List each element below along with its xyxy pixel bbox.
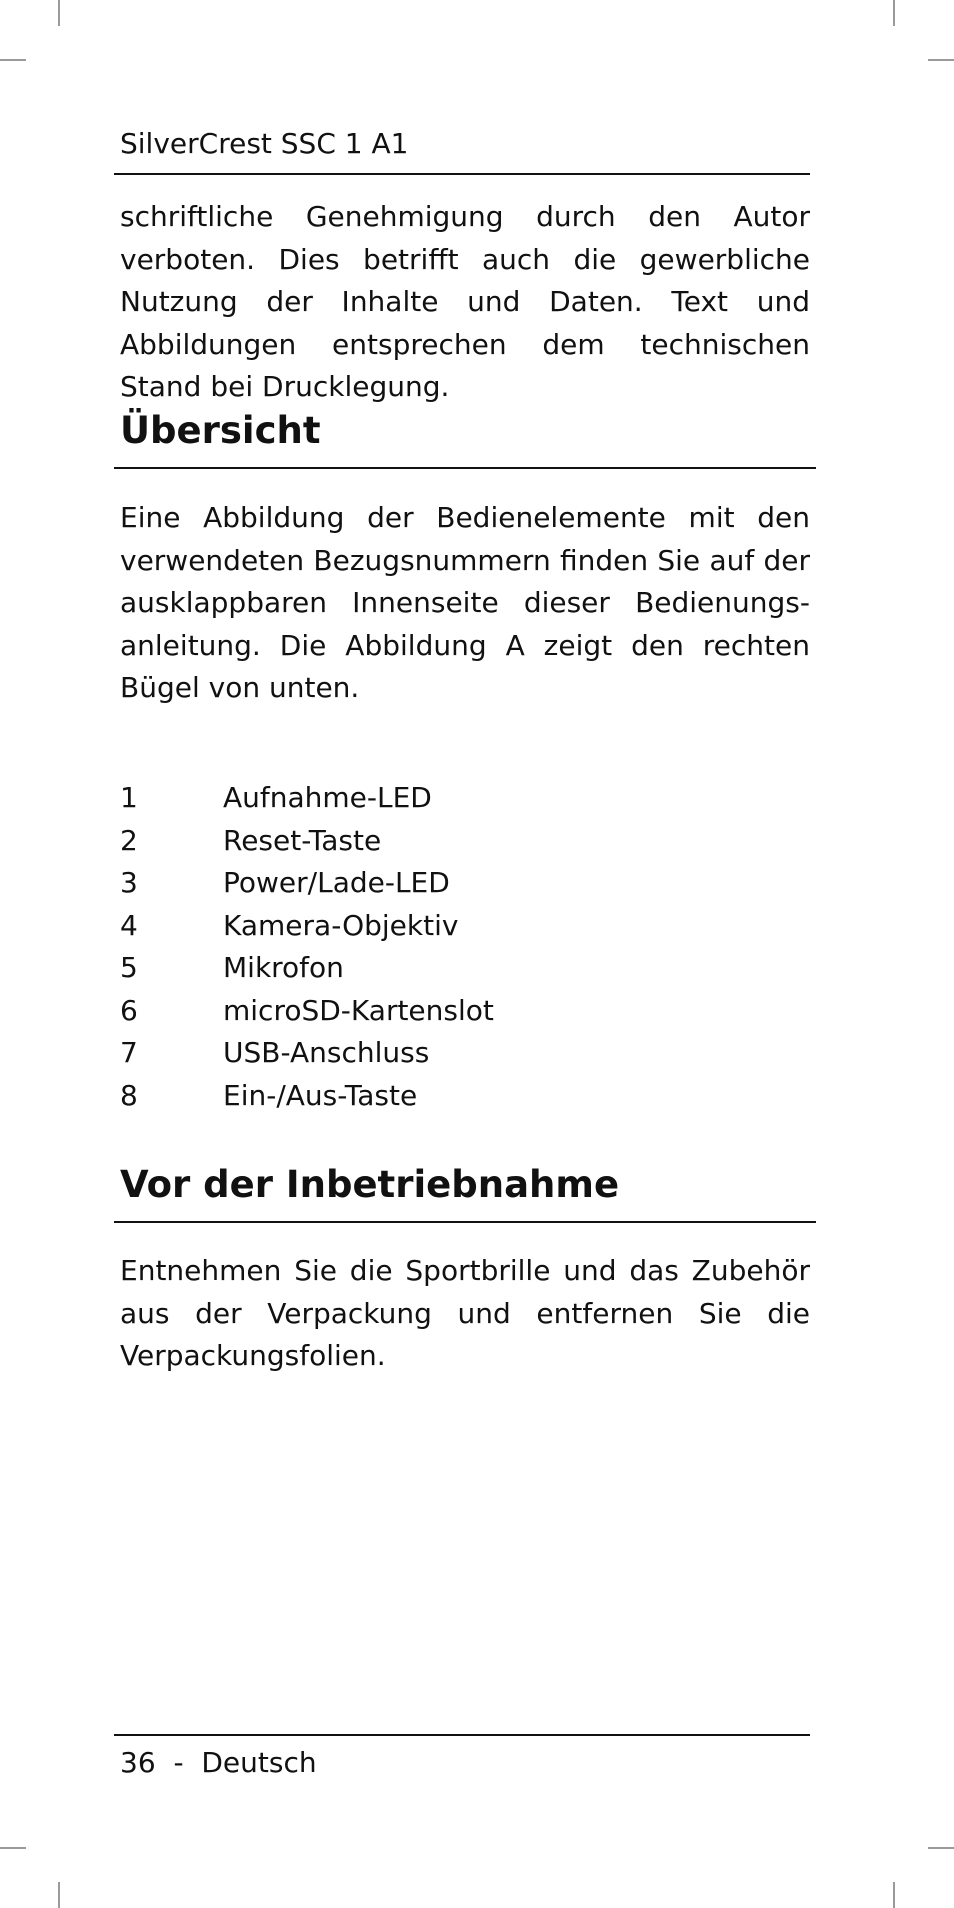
item-number: 4 (120, 908, 138, 942)
footer-separator: - (173, 1746, 184, 1779)
item-label: Power/Lade-LED (223, 866, 450, 899)
list-item (120, 1032, 810, 1075)
footer-language: Deutsch (201, 1746, 317, 1779)
crop-mark (0, 59, 26, 61)
item-number: 5 (120, 951, 138, 984)
parts-list (120, 777, 810, 1117)
item-label: Kamera-Objektiv (223, 908, 459, 942)
item-number: 7 (120, 1036, 138, 1069)
item-label: Mikrofon (223, 951, 344, 984)
item-number: 2 (120, 823, 138, 857)
section-rule (114, 1221, 816, 1223)
crop-mark (58, 0, 60, 26)
overview-paragraph: Eine Abbildung der Bedienelemente mit den verwendeten Bezugsnummern finden Sie auf der ausklappbaren Innenseite dieser Bedienungsanleitung. Die Abbildung A zeigt den rechten Bügel von unten. (120, 501, 810, 704)
item-number: 6 (120, 993, 138, 1027)
running-header: SilverCrest SSC 1 A1 (120, 127, 409, 160)
list-item (120, 777, 810, 820)
item-label: Ein-/Aus-Taste (223, 1078, 418, 1112)
crop-mark (58, 1882, 60, 1908)
crop-mark (928, 1847, 954, 1849)
crop-mark (893, 1882, 895, 1908)
crop-mark (893, 0, 895, 26)
item-label: Reset-Taste (223, 823, 382, 857)
crop-mark (0, 1847, 26, 1849)
list-item (120, 905, 810, 948)
list-item (120, 990, 810, 1033)
crop-mark (928, 59, 954, 61)
item-label: microSD-Kartenslot (223, 993, 494, 1027)
before-use-paragraph: Entnehmen Sie die Sportbrille und das Zubehör aus der Verpackung und entfernen Sie die Verpackungsfolien. (120, 1254, 810, 1372)
list-item (120, 862, 810, 905)
section-heading-overview: Übersicht (120, 409, 321, 452)
item-number: 1 (120, 781, 138, 814)
header-rule (114, 173, 810, 175)
intro-paragraph: schriftliche Genehmigung durch den Autor verboten. Dies betrifft auch die gewerbliche Nutzung der Inhalte und Daten. Text und Abbildungen entsprechen dem technischen Stand bei Drucklegung. (120, 200, 810, 403)
page-number: 36 (120, 1746, 156, 1779)
item-label: USB-Anschluss (223, 1036, 430, 1069)
list-item (120, 1075, 810, 1118)
item-number: 8 (120, 1078, 138, 1112)
item-label: Aufnahme-LED (223, 781, 432, 814)
page-footer (120, 1745, 317, 1781)
list-item (120, 820, 810, 863)
list-item (120, 947, 810, 990)
section-rule (114, 467, 816, 469)
item-number: 3 (120, 866, 138, 899)
section-heading-before-use: Vor der Inbetriebnahme (120, 1163, 620, 1206)
footer-rule (114, 1734, 810, 1736)
